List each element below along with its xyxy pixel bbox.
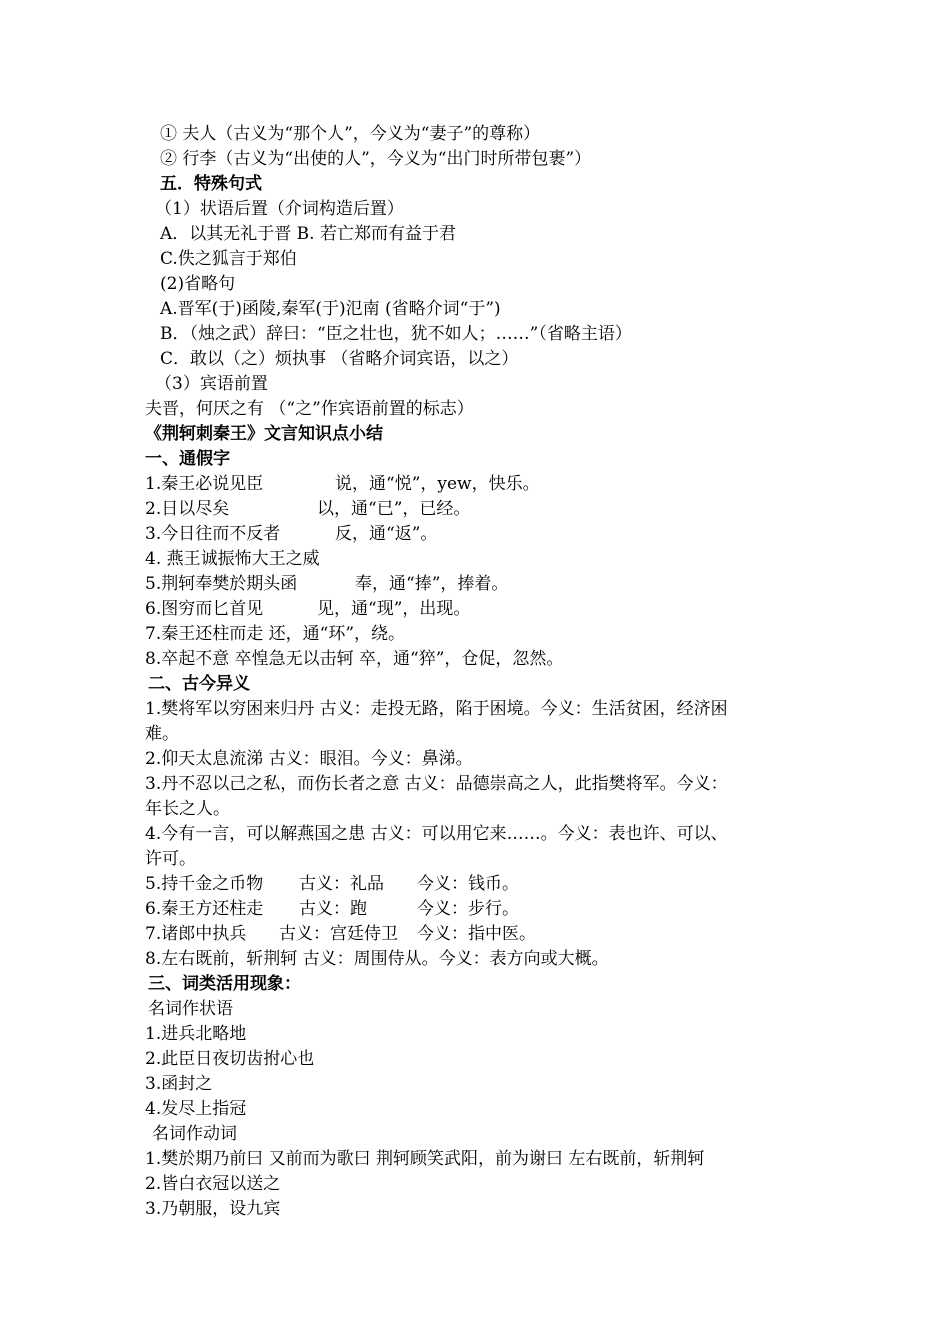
text-line: 3.乃朝服，设九宾 bbox=[145, 1199, 281, 1219]
text-line: A．以其无礼于晋 B. 若亡郑而有益于君 bbox=[160, 224, 456, 244]
text-line: 8.卒起不意 卒惶急无以击轲 卒，通“猝”，仓促，忽然。 bbox=[145, 649, 564, 669]
section-heading: 三、词类活用现象： bbox=[148, 974, 301, 994]
text-line: 3.今日往而不反者 反，通“返”。 bbox=[145, 524, 438, 544]
text-line: A.晋军(于)函陵,秦军(于)氾南 (省略介词“于”) bbox=[160, 299, 501, 319]
section-heading: 二、古今异义 bbox=[148, 674, 250, 694]
section-heading: 一、通假字 bbox=[145, 449, 230, 469]
text-line: 1.进兵北略地 bbox=[145, 1024, 247, 1044]
text-line: 2.日以尽矣 以，通“已”，已经。 bbox=[145, 499, 471, 519]
text-line: 8.左右既前，斩荆轲 古义：周围侍从。今义：表方向或大概。 bbox=[145, 949, 609, 969]
text-line: 4.今有一言，可以解燕国之患 古义：可以用它来……。今义：表也许、可以、 bbox=[145, 824, 728, 844]
text-line: 5.荆轲奉樊於期头函 奉，通“捧”，捧着。 bbox=[145, 574, 509, 594]
text-line: 名词作动词 bbox=[152, 1124, 237, 1144]
text-line: 6.图穷而匕首见 见，通“现”，出现。 bbox=[145, 599, 471, 619]
text-line: 4.发尽上指冠 bbox=[145, 1099, 247, 1119]
text-line: 1.樊於期乃前曰 又前而为歌曰 荆轲顾笑武阳，前为谢曰 左右既前，斩荆轲 bbox=[145, 1149, 705, 1169]
text-line: 2.仰天太息流涕 古义：眼泪。今义：鼻涕。 bbox=[145, 749, 473, 769]
text-line: C.佚之狐言于郑伯 bbox=[160, 249, 297, 269]
document-title: 《荆轲刺秦王》文言知识点小结 bbox=[145, 424, 383, 444]
text-line: 1.秦王必说见臣 说，通“悦”，yew，快乐。 bbox=[145, 474, 540, 494]
text-line: 名词作状语 bbox=[148, 999, 233, 1019]
section-heading: 五．特殊句式 bbox=[160, 174, 262, 194]
text-line: 7.诸郎中执兵 古义：宫廷侍卫 今义：指中医。 bbox=[145, 924, 536, 944]
text-line: (2)省略句 bbox=[160, 274, 236, 294]
text-line: 5.持千金之币物 古义：礼品 今义：钱币。 bbox=[145, 874, 519, 894]
text-line: ① 夫人（古义为“那个人”，今义为“妻子”的尊称） bbox=[160, 124, 541, 144]
text-line: C．敢以（之）烦执事 （省略介词宾语，以之） bbox=[160, 349, 519, 369]
text-line: 7.秦王还柱而走 还，通“环”，绕。 bbox=[145, 624, 406, 644]
text-line: 4. 燕王诚振怖大王之威 bbox=[145, 549, 320, 569]
text-line: 3.函封之 bbox=[145, 1074, 213, 1094]
text-line: 1.樊将军以穷困来归丹 古义：走投无路，陷于困境。今义：生活贫困，经济困 bbox=[145, 699, 728, 719]
text-line: 许可。 bbox=[145, 849, 196, 869]
text-line: 3.丹不忍以己之私，而伤长者之意 古义：品德崇高之人，此指樊将军。今义： bbox=[145, 774, 728, 794]
text-line: 6.秦王方还柱走 古义：跑 今义：步行。 bbox=[145, 899, 519, 919]
text-line: 难。 bbox=[145, 724, 179, 744]
text-line: 2.此臣日夜切齿拊心也 bbox=[145, 1049, 315, 1069]
text-line: （3）宾语前置 bbox=[155, 374, 268, 394]
text-line: （1）状语后置（介词构造后置） bbox=[155, 199, 404, 219]
text-line: ② 行李（古义为“出使的人”，今义为“出门时所带包裹”） bbox=[160, 149, 592, 169]
text-line: 2.皆白衣冠以送之 bbox=[145, 1174, 281, 1194]
text-line: 年长之人。 bbox=[145, 799, 230, 819]
text-line: B．（烛之武）辞曰：“臣之壮也，犹不如人；……”（省略主语） bbox=[160, 324, 632, 344]
text-line: 夫晋，何厌之有 （“之”作宾语前置的标志） bbox=[145, 399, 474, 419]
